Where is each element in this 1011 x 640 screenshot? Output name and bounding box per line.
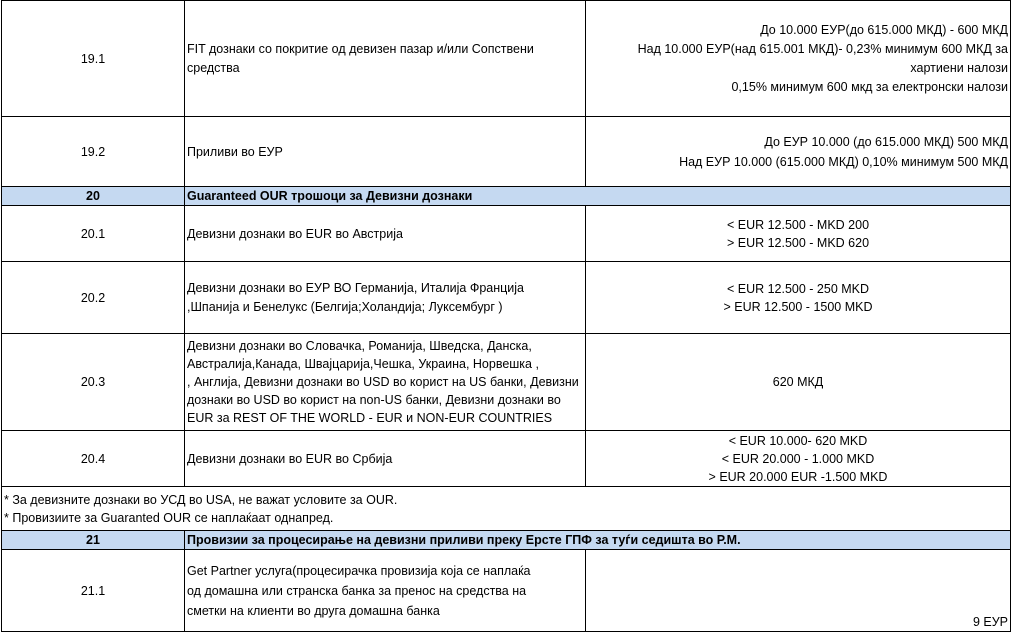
section-header-row xyxy=(2,531,1011,550)
notes-cell xyxy=(2,487,1011,531)
description-line: Приливи во ЕУР xyxy=(187,144,283,159)
fee-line: < EUR 12.500 - MKD 200 xyxy=(726,217,870,232)
notes-row xyxy=(2,487,1011,531)
description-line: Девизни дознаки во ЕУР ВО Германија, Италија Франција xyxy=(187,280,524,295)
fee-line: < EUR 10.000- 620 MKD xyxy=(728,433,868,448)
description-line: EUR за REST OF THE WORLD - EUR и NON-EUR COUNTRIES xyxy=(187,411,553,425)
row-description xyxy=(185,334,586,431)
table-row xyxy=(2,334,1011,431)
description-line: Австралија,Канада, Швајцарија,Чешка, Украина, Норвешка , xyxy=(187,357,539,371)
table-row xyxy=(2,1,1011,117)
row-description xyxy=(185,206,586,262)
note-line: * За девизните дознаки во УСД во USA, не важат условите за OUR. xyxy=(4,492,398,507)
description-line: , Англија, Девизни дознаки во USD во корист на US банки, Девизни xyxy=(187,375,579,389)
section-title: Guaranteed OUR трошоци за Девизни дознаки xyxy=(185,187,1011,206)
fee-line: 620 МКД xyxy=(772,375,824,389)
row-fee xyxy=(586,262,1011,334)
row-description xyxy=(185,117,586,187)
row-number: 20.3 xyxy=(2,334,185,431)
row-description xyxy=(185,262,586,334)
row-fee xyxy=(586,334,1011,431)
description-line: сметки на клиенти во друга домашна банка xyxy=(187,603,440,618)
note-line: * Провизиите за Guaranted OUR се наплаќаат однапред. xyxy=(4,510,334,525)
description-line: Девизни дознаки во EUR во Австрија xyxy=(187,226,403,241)
table-row xyxy=(2,262,1011,334)
row-fee xyxy=(586,550,1011,632)
fee-line: 9 ЕУР xyxy=(972,615,1008,629)
row-number: 20.4 xyxy=(2,431,185,487)
row-description xyxy=(185,1,586,117)
description-line: од домашна или странска банка за пренос на средства на xyxy=(187,583,527,598)
row-number: 20.1 xyxy=(2,206,185,262)
fee-table xyxy=(1,0,1011,632)
row-description xyxy=(185,431,586,487)
row-fee xyxy=(586,117,1011,187)
fee-line: Над 10.000 ЕУР(над 615.001 МКД)- 0,23% минимум 600 МКД за xyxy=(637,41,1008,56)
fee-line: 0,15% минимум 600 мкд за електронски налози xyxy=(731,79,1008,94)
section-header-row xyxy=(2,187,1011,206)
table-row xyxy=(2,550,1011,632)
fee-line: До ЕУР 10.000 (до 615.000 МКД) 500 МКД xyxy=(764,134,1008,149)
table-row xyxy=(2,431,1011,487)
fee-line: < EUR 12.500 - 250 MKD xyxy=(726,281,870,296)
fee-line: Над ЕУР 10.000 (615.000 МКД) 0,10% минимум 500 МКД xyxy=(679,154,1008,169)
row-number: 21.1 xyxy=(2,550,185,632)
row-fee xyxy=(586,431,1011,487)
description-line: FIT дознаки со покритие од девизен пазар и/или Сопствени xyxy=(187,41,534,56)
description-line: Get Partner услуга(процесирачка провизија која се наплаќа xyxy=(187,563,531,578)
section-number: 21 xyxy=(2,531,185,550)
description-line: дознаки во USD во корист на non-US банки, Девизни дознаки во xyxy=(187,393,561,407)
row-fee xyxy=(586,1,1011,117)
row-fee xyxy=(586,206,1011,262)
description-line: ,Шпанија и Бенелукс (Белгија;Холандија; Луксембург ) xyxy=(187,299,503,314)
row-number: 19.1 xyxy=(2,1,185,117)
fee-line: хартиени налози xyxy=(910,60,1008,75)
fee-line: > EUR 12.500 - 1500 MKD xyxy=(723,299,873,314)
description-line: средства xyxy=(187,60,240,75)
fee-line: > EUR 20.000 EUR -1.500 MKD xyxy=(708,469,888,484)
fee-line: < EUR 20.000 - 1.000 MKD xyxy=(721,451,875,466)
section-title: Провизии за процесирање на девизни приливи преку Ерсте ГПФ за туѓи седишта во Р.М. xyxy=(185,531,1011,550)
row-description xyxy=(185,550,586,632)
section-number: 20 xyxy=(2,187,185,206)
fee-line: > EUR 12.500 - MKD 620 xyxy=(726,235,870,250)
description-line: Девизни дознаки во EUR во Србија xyxy=(187,451,393,466)
row-number: 19.2 xyxy=(2,117,185,187)
table-row xyxy=(2,206,1011,262)
description-line: Девизни дознаки во Словачка, Романија, Шведска, Данска, xyxy=(187,339,532,353)
row-number: 20.2 xyxy=(2,262,185,334)
table-row xyxy=(2,117,1011,187)
fee-line: До 10.000 ЕУР(до 615.000 МКД) - 600 МКД xyxy=(760,22,1008,37)
